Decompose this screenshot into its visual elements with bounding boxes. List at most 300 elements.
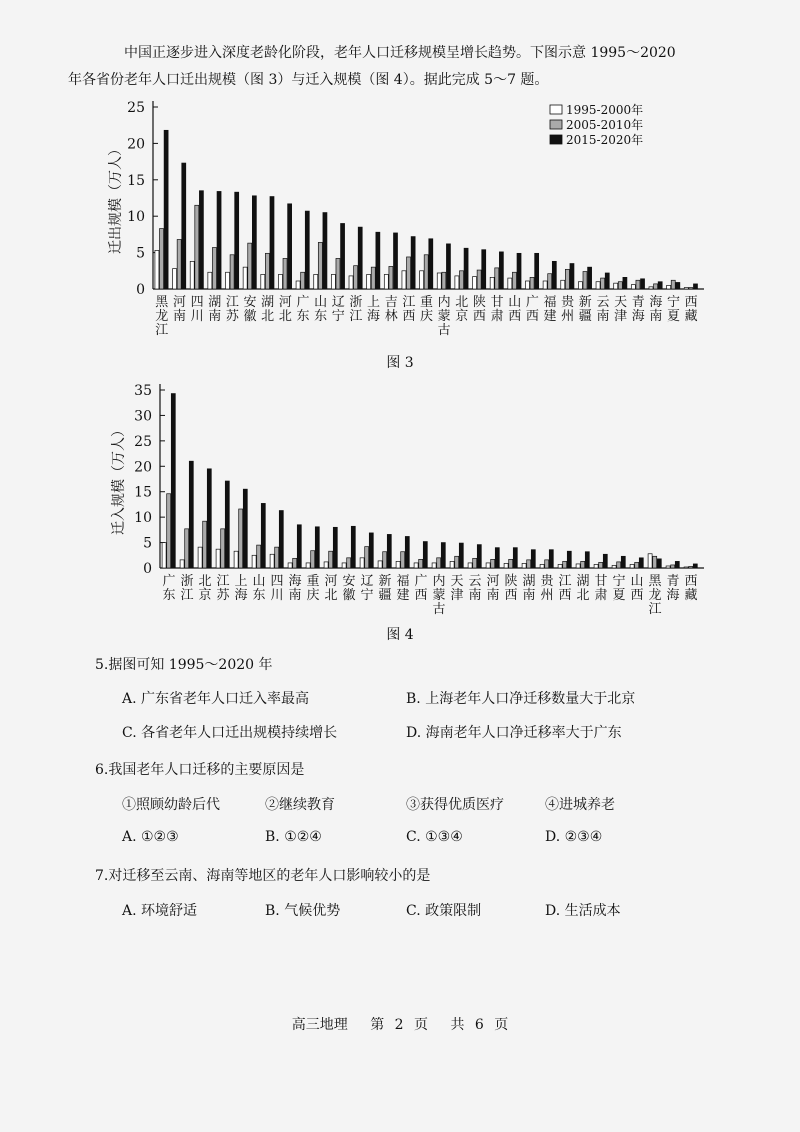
bar [405, 536, 409, 568]
bar [459, 543, 463, 568]
bar [671, 280, 675, 289]
y-tick-label: 0 [136, 282, 145, 298]
category-label: 安 [243, 295, 257, 310]
bar [631, 285, 635, 289]
category-label: 庆 [306, 588, 320, 603]
legend-entry: 2015-2020年 [566, 133, 644, 147]
bar [549, 550, 553, 568]
figure-3-caption: 图 3 [386, 355, 414, 371]
question-6-option-d[interactable]: D. ②③④ [545, 829, 603, 845]
question-6-item-2: ②继续教育 [265, 797, 335, 813]
question-6-item-1: ①照顾幼龄后代 [122, 797, 220, 813]
category-label: 州 [561, 309, 575, 324]
bar [365, 547, 369, 568]
category-label: 藏 [684, 588, 698, 603]
bar [278, 274, 282, 289]
bar [583, 272, 587, 289]
bar [235, 192, 239, 289]
bar [248, 243, 252, 289]
question-7-option-a[interactable]: A. 环境舒适 [122, 903, 198, 919]
bar [226, 272, 230, 289]
bar [649, 287, 653, 289]
category-label: 海 [666, 588, 680, 603]
category-label: 江 [349, 309, 363, 324]
bar [305, 211, 309, 289]
bar [301, 272, 305, 289]
bar [509, 559, 513, 568]
question-6-item-3: ③获得优质医疗 [406, 797, 504, 813]
bar [324, 562, 328, 568]
bar [588, 267, 592, 289]
bar [354, 266, 358, 289]
y-tick-label: 10 [134, 510, 152, 527]
bar [198, 547, 202, 568]
bar [387, 534, 391, 568]
bar [420, 271, 424, 289]
question-6-stem: 6.我国老年人口迁移的主要原因是 [95, 762, 305, 778]
category-label: 东 [162, 588, 176, 603]
category-label: 南 [649, 309, 663, 324]
bar [283, 258, 287, 289]
bar [160, 229, 164, 289]
category-label: 宁 [667, 295, 681, 310]
category-label: 西 [630, 588, 644, 603]
footer-subject: 高三地理 [291, 1017, 348, 1033]
bar [636, 280, 640, 289]
footer-page-number: 第 2 页 [370, 1017, 428, 1033]
bar [684, 288, 688, 289]
category-label: 西 [504, 588, 518, 603]
bar [601, 278, 605, 289]
bar [311, 551, 315, 568]
figure-4-caption: 图 4 [386, 627, 414, 643]
category-label: 疆 [578, 309, 592, 324]
category-label: 云 [468, 574, 482, 589]
category-label: 南 [288, 588, 302, 603]
category-label: 江 [155, 323, 169, 338]
category-label: 重 [306, 574, 320, 589]
category-label: 北 [576, 588, 590, 603]
category-label: 津 [614, 309, 628, 324]
bar [221, 529, 225, 568]
bar [641, 279, 645, 289]
bar [252, 196, 256, 289]
bar [684, 567, 688, 568]
bar [508, 278, 512, 289]
question-7-option-c[interactable]: C. 政策限制 [406, 903, 482, 919]
category-label: 山 [252, 574, 266, 589]
category-label: 西 [525, 309, 539, 324]
bar [527, 560, 531, 568]
category-label: 南 [486, 588, 500, 603]
bar [648, 554, 652, 568]
category-label: 湖 [208, 295, 222, 310]
category-label: 北 [278, 309, 292, 324]
bar [639, 558, 643, 568]
y-tick-label: 15 [134, 484, 152, 501]
bar [318, 242, 322, 289]
y-tick-label: 25 [127, 100, 145, 116]
category-label: 新 [578, 295, 592, 310]
bar [383, 552, 387, 568]
category-label: 宁 [360, 588, 374, 603]
category-label: 蒙 [437, 309, 451, 324]
bar [401, 552, 405, 568]
category-label: 宁 [612, 574, 626, 589]
bar [177, 240, 181, 290]
bar [167, 494, 171, 568]
category-label: 建 [543, 309, 557, 324]
bar [358, 227, 362, 289]
category-label: 北 [261, 309, 275, 324]
category-label: 贵 [540, 574, 554, 589]
bar [367, 274, 371, 289]
category-label: 庆 [419, 309, 434, 324]
intro-line-2: 年各省份老年人口迁出规模（图 3）与迁入规模（图 4）。据此完成 5～7 题。 [68, 72, 549, 88]
bar [243, 267, 247, 289]
bar [612, 565, 616, 568]
bar [450, 561, 454, 568]
category-label: 河 [324, 574, 338, 589]
category-label: 天 [450, 574, 464, 589]
category-label: 广 [296, 295, 310, 310]
bar [491, 559, 495, 568]
bar [535, 253, 539, 289]
bar [675, 561, 679, 568]
category-label: 徽 [342, 588, 356, 603]
category-label: 蒙 [432, 588, 446, 603]
intro-line-1: 中国正逐步进入深度老龄化阶段，老年人口迁移规模呈增长趋势。下图示意 1995～2020 [124, 45, 676, 61]
category-label: 黑 [648, 574, 662, 589]
category-label: 龙 [155, 309, 169, 324]
bar [261, 503, 265, 568]
bar [477, 270, 481, 289]
y-tick-label: 5 [136, 245, 145, 262]
bar [545, 560, 549, 568]
legend-swatch [550, 105, 562, 114]
category-label: 林 [384, 309, 398, 324]
category-label: 西 [684, 574, 698, 589]
bar [548, 274, 552, 289]
bar [464, 248, 468, 289]
bar [243, 489, 247, 568]
category-label: 古 [437, 323, 451, 338]
bar [594, 564, 598, 568]
question-5-option-c[interactable]: C. 各省老年人口迁出规模持续增长 [122, 725, 338, 741]
question-5-option-a[interactable]: A. 广东省老年人口迁入率最高 [122, 691, 310, 707]
category-label: 藏 [684, 309, 698, 324]
bar [155, 250, 159, 289]
category-label: 京 [455, 309, 469, 324]
category-label: 甘 [594, 574, 608, 589]
category-label: 河 [278, 295, 292, 310]
bar [614, 283, 618, 289]
category-label: 安 [342, 574, 356, 589]
bar [540, 564, 544, 568]
bar [225, 481, 229, 568]
bar [239, 509, 243, 568]
bar [349, 276, 353, 289]
bar [203, 521, 207, 568]
bar [561, 280, 565, 289]
category-label: 肃 [594, 588, 608, 603]
question-6-option-a[interactable]: A. ①②③ [122, 829, 179, 845]
bar [596, 282, 600, 289]
category-label: 陕 [504, 574, 518, 589]
question-6-option-b[interactable]: B. ①②④ [265, 829, 322, 845]
bar [297, 525, 301, 568]
category-label: 津 [450, 588, 464, 603]
bar [599, 562, 603, 568]
question-7-option-d[interactable]: D. 生活成本 [545, 903, 621, 919]
bar [342, 563, 346, 568]
bar [495, 548, 499, 568]
bar [513, 548, 517, 568]
question-6-item-4: ④进城养老 [545, 797, 615, 813]
question-6-option-c[interactable]: C. ①③④ [406, 829, 463, 845]
category-label: 陕 [472, 295, 486, 310]
category-label: 苏 [216, 588, 230, 603]
category-label: 贵 [561, 295, 575, 310]
page-footer [0, 1014, 800, 1034]
bar [360, 558, 364, 568]
bar [389, 266, 393, 289]
bar [182, 163, 186, 289]
bar [207, 469, 211, 568]
bar [512, 272, 516, 289]
bar [486, 563, 490, 568]
category-label: 南 [596, 309, 610, 324]
category-label: 辽 [331, 295, 345, 310]
y-tick-label: 10 [127, 209, 145, 226]
bar [429, 239, 433, 289]
category-label: 西 [558, 588, 572, 603]
category-label: 广 [414, 574, 428, 589]
y-axis-title: 迁入规模（万人） [111, 423, 127, 535]
y-axis-title: 迁出规模（万人） [108, 142, 124, 254]
bar [331, 274, 335, 289]
bar [581, 561, 585, 568]
bar [423, 542, 427, 568]
category-label: 四 [190, 295, 204, 310]
legend-entry: 2005-2010年 [566, 118, 644, 132]
category-label: 四 [270, 574, 284, 589]
bar [432, 563, 436, 568]
category-label: 海 [234, 588, 248, 603]
bar [208, 272, 212, 289]
category-label: 河 [172, 295, 186, 310]
category-label: 黑 [155, 295, 169, 310]
bar [296, 281, 300, 289]
bar [671, 565, 675, 568]
category-label: 肃 [490, 309, 504, 324]
category-label: 北 [324, 588, 338, 603]
category-label: 上 [367, 295, 381, 310]
bar [578, 282, 582, 289]
category-label: 上 [234, 574, 248, 589]
bar [455, 276, 459, 289]
bar [288, 563, 292, 568]
bar [567, 551, 571, 568]
bar [257, 545, 261, 568]
category-label: 西 [472, 309, 486, 324]
category-label: 江 [402, 295, 416, 310]
category-label: 重 [419, 295, 434, 310]
bar [437, 558, 441, 568]
bar [270, 554, 274, 568]
category-label: 江 [648, 602, 662, 617]
bar [482, 250, 486, 289]
bar [384, 274, 388, 289]
category-label: 山 [314, 295, 328, 310]
question-5-option-b[interactable]: B. 上海老年人口净迁移数量大于北京 [406, 691, 636, 707]
bar [351, 526, 355, 568]
bar [411, 237, 415, 289]
bar [693, 284, 697, 289]
category-label: 川 [270, 588, 284, 603]
category-label: 南 [468, 588, 482, 603]
bar [402, 271, 406, 289]
y-tick-label: 25 [134, 433, 152, 450]
bar [164, 130, 168, 289]
bar [279, 511, 283, 568]
bar [378, 561, 382, 568]
bar [336, 258, 340, 289]
y-tick-label: 35 [134, 383, 152, 399]
bar [333, 527, 337, 568]
bar [676, 282, 680, 289]
category-label: 徽 [243, 309, 257, 324]
bar [477, 545, 481, 568]
bar [270, 197, 274, 289]
bar [275, 547, 279, 568]
category-label: 海 [631, 309, 645, 324]
bar [654, 284, 658, 289]
bar [341, 223, 345, 289]
bar [490, 277, 494, 289]
category-label: 川 [190, 309, 204, 324]
category-label: 南 [208, 309, 222, 324]
figure-4-chart [0, 378, 800, 618]
bar [171, 394, 175, 568]
bar [504, 563, 508, 568]
category-label: 建 [396, 588, 410, 603]
category-label: 西 [402, 309, 416, 324]
category-label: 夏 [612, 588, 626, 603]
bar [666, 566, 670, 568]
category-label: 北 [198, 574, 212, 589]
bar [217, 191, 221, 289]
question-5-option-d[interactable]: D. 海南老年人口净迁移率大于广东 [406, 725, 622, 741]
bar [473, 558, 477, 568]
bar [530, 277, 534, 289]
bar [618, 282, 622, 289]
bar [234, 551, 238, 568]
category-label: 北 [455, 295, 469, 310]
footer-total-pages: 共 6 页 [450, 1017, 509, 1033]
category-label: 天 [614, 295, 628, 310]
bar [306, 563, 310, 568]
category-label: 州 [540, 588, 554, 603]
bar [552, 261, 556, 289]
category-label: 广 [525, 295, 539, 310]
bar [657, 559, 661, 568]
category-label: 西 [684, 295, 698, 310]
category-label: 西 [414, 588, 428, 603]
bar [667, 285, 671, 289]
bar [442, 272, 446, 289]
bar [315, 527, 319, 568]
bar [252, 555, 256, 568]
bar [473, 277, 477, 289]
bar [623, 277, 627, 289]
category-label: 海 [367, 309, 381, 324]
y-tick-label: 20 [127, 136, 145, 153]
category-label: 青 [631, 295, 645, 310]
y-tick-label: 5 [143, 535, 152, 552]
bar [396, 561, 400, 568]
bar [563, 561, 567, 568]
bar [621, 556, 625, 568]
bar [693, 564, 697, 568]
category-label: 宁 [331, 309, 345, 324]
bar [376, 232, 380, 289]
figure-3-chart [0, 95, 800, 350]
category-label: 广 [162, 574, 176, 589]
question-7-option-b[interactable]: B. 气候优势 [265, 903, 341, 919]
bar [230, 255, 234, 289]
bar [314, 274, 318, 289]
category-label: 西 [508, 309, 522, 324]
bar [517, 253, 521, 289]
bar [329, 551, 333, 568]
bar [635, 562, 639, 568]
category-label: 湖 [576, 574, 590, 589]
bar [347, 558, 351, 568]
bar [424, 255, 428, 289]
category-label: 浙 [349, 295, 363, 310]
bar [414, 563, 418, 568]
category-label: 东 [296, 309, 310, 324]
bar [446, 244, 450, 289]
bar [265, 253, 269, 289]
category-label: 南 [522, 588, 536, 603]
bar [525, 281, 529, 289]
category-label: 东 [314, 309, 328, 324]
y-tick-label: 15 [127, 172, 145, 189]
bar [603, 554, 607, 568]
question-7-stem: 7.对迁移至云南、海南等地区的老年人口影响较小的是 [95, 868, 431, 884]
bar [658, 282, 662, 289]
bar [605, 273, 609, 289]
bar [459, 271, 463, 289]
bar [495, 268, 499, 289]
bar [543, 281, 547, 289]
category-label: 古 [432, 602, 446, 617]
category-label: 辽 [360, 574, 374, 589]
bar [212, 248, 216, 290]
category-label: 江 [225, 295, 239, 310]
bar [522, 563, 526, 568]
bar [185, 529, 189, 568]
category-label: 山 [630, 574, 644, 589]
bar [173, 269, 177, 289]
bar [585, 552, 589, 568]
bar [499, 252, 503, 289]
bar [261, 274, 265, 289]
category-label: 苏 [225, 309, 239, 324]
bar [531, 550, 535, 568]
